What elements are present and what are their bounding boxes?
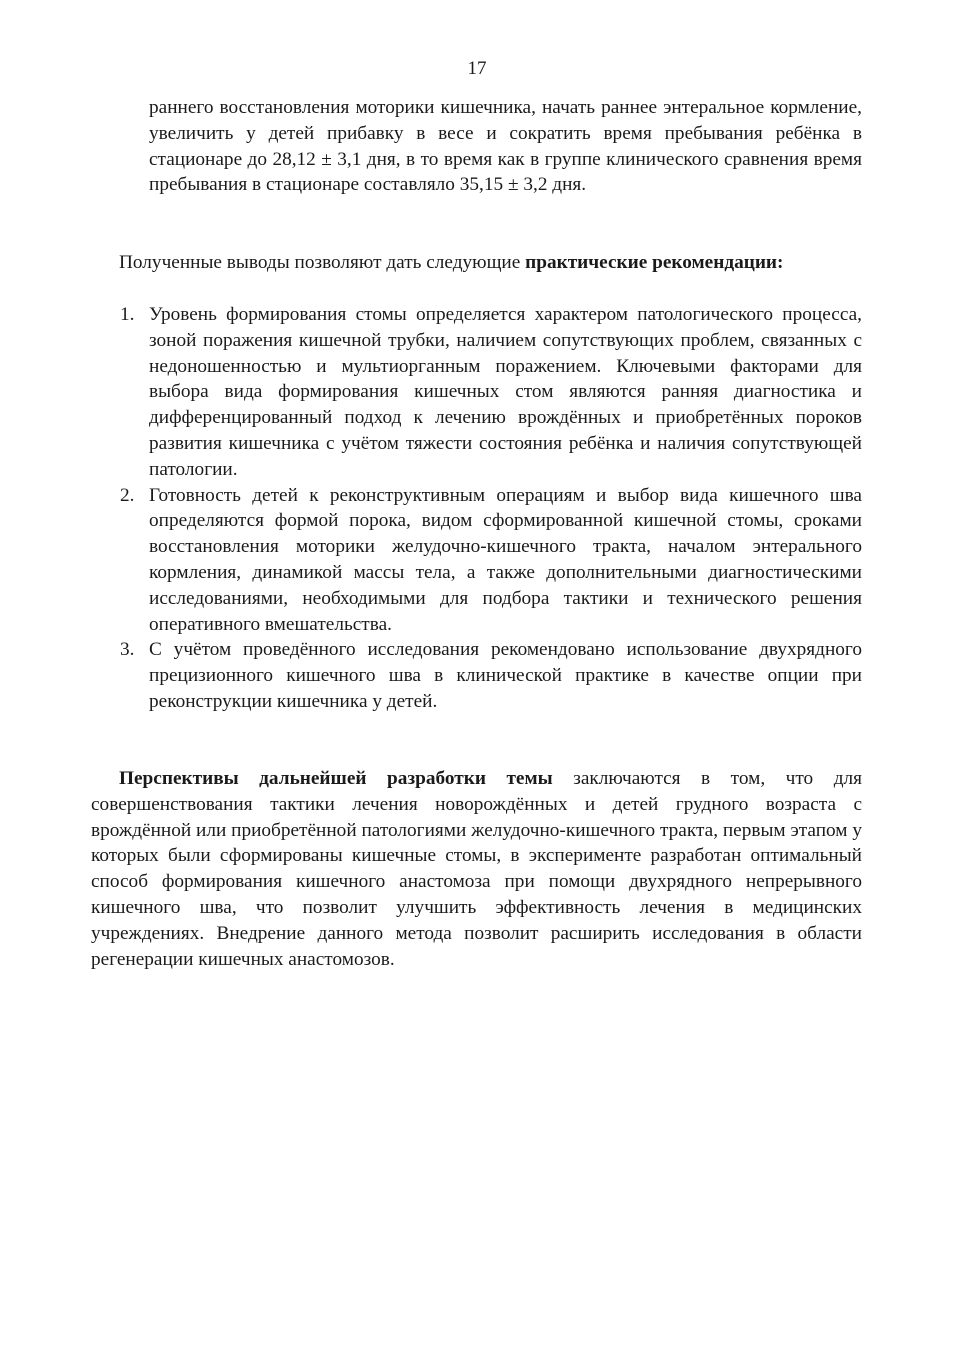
list-item-text: Уровень формирования стомы определяется характером патологического процесса, зоной поражения кишечной трубки, наличием сопутствующих проблем, связанных с недоношенностью и мультиорганным поражением. Ключевыми факторами для выбора вида формирования кишечных стом являются ранняя диагностика и дифференцированный подход к лечению врождённых и приобретённых пороков развития кишечника с учётом тяжести состояния ребёнка и наличия сопутствующей патологии. (149, 304, 862, 480)
perspectives-text: заключаются в том, что для совершенствования тактики лечения новорождённых и детей грудного возраста с врождённой или приобретённой патологиями желудочно-кишечного тракта, первым этапом у которых были сформированы кишечные стомы, в эксперименте разработан оптимальный способ формирования кишечного анастомоза при помощи двухрядного непрерывного кишечного шва, что позволит улучшить эффективность лечения в медицинских учреждениях. Внедрение данного метода позволит расширить исследования в области регенерации кишечных анастомозов. (91, 768, 863, 970)
list-item-number: 3. (120, 639, 135, 661)
page-number: 17 (467, 58, 487, 79)
recommendations-heading: практические рекомендации: (525, 252, 784, 273)
recommendations-list (91, 302, 862, 715)
list-item (91, 302, 862, 483)
recommendations-intro-text: Полученные выводы позволяют дать следующие (119, 252, 526, 273)
perspectives-paragraph (91, 766, 862, 972)
recommendations-intro-paragraph (91, 250, 862, 276)
list-item (91, 637, 862, 714)
continuation-paragraph: раннего восстановления моторики кишечника, начать раннее энтеральное кормление, увеличить у детей прибавку в весе и сократить время пребывания ребёнка в стационаре до 28,12 ± 3,1 дня, в то время как в группе клинического сравнения время пребывания в стационаре составляло 35,15 ± 3,2 дня. (149, 97, 862, 196)
list-item-text: Готовность детей к реконструктивным операциям и выбор вида кишечного шва определяются формой порока, видом сформированной кишечной стомы, сроками восстановления моторики желудочно-кишечного тракта, началом энтерального кормления, динамикой массы тела, а также дополнительными диагностическими исследованиями, необходимыми для подбора тактики и технического решения оперативного вмешательства. (149, 484, 862, 635)
list-item-number: 1. (120, 304, 135, 325)
list-item-text: С учётом проведённого исследования рекомендовано использование двухрядного прецизионного кишечного шва в клинической практике в качестве опции при реконструкции кишечника у детей. (149, 639, 862, 712)
list-item (91, 483, 862, 638)
list-item-number: 2. (120, 484, 135, 506)
perspectives-heading: Перспективы дальнейшей разработки темы (119, 768, 553, 789)
